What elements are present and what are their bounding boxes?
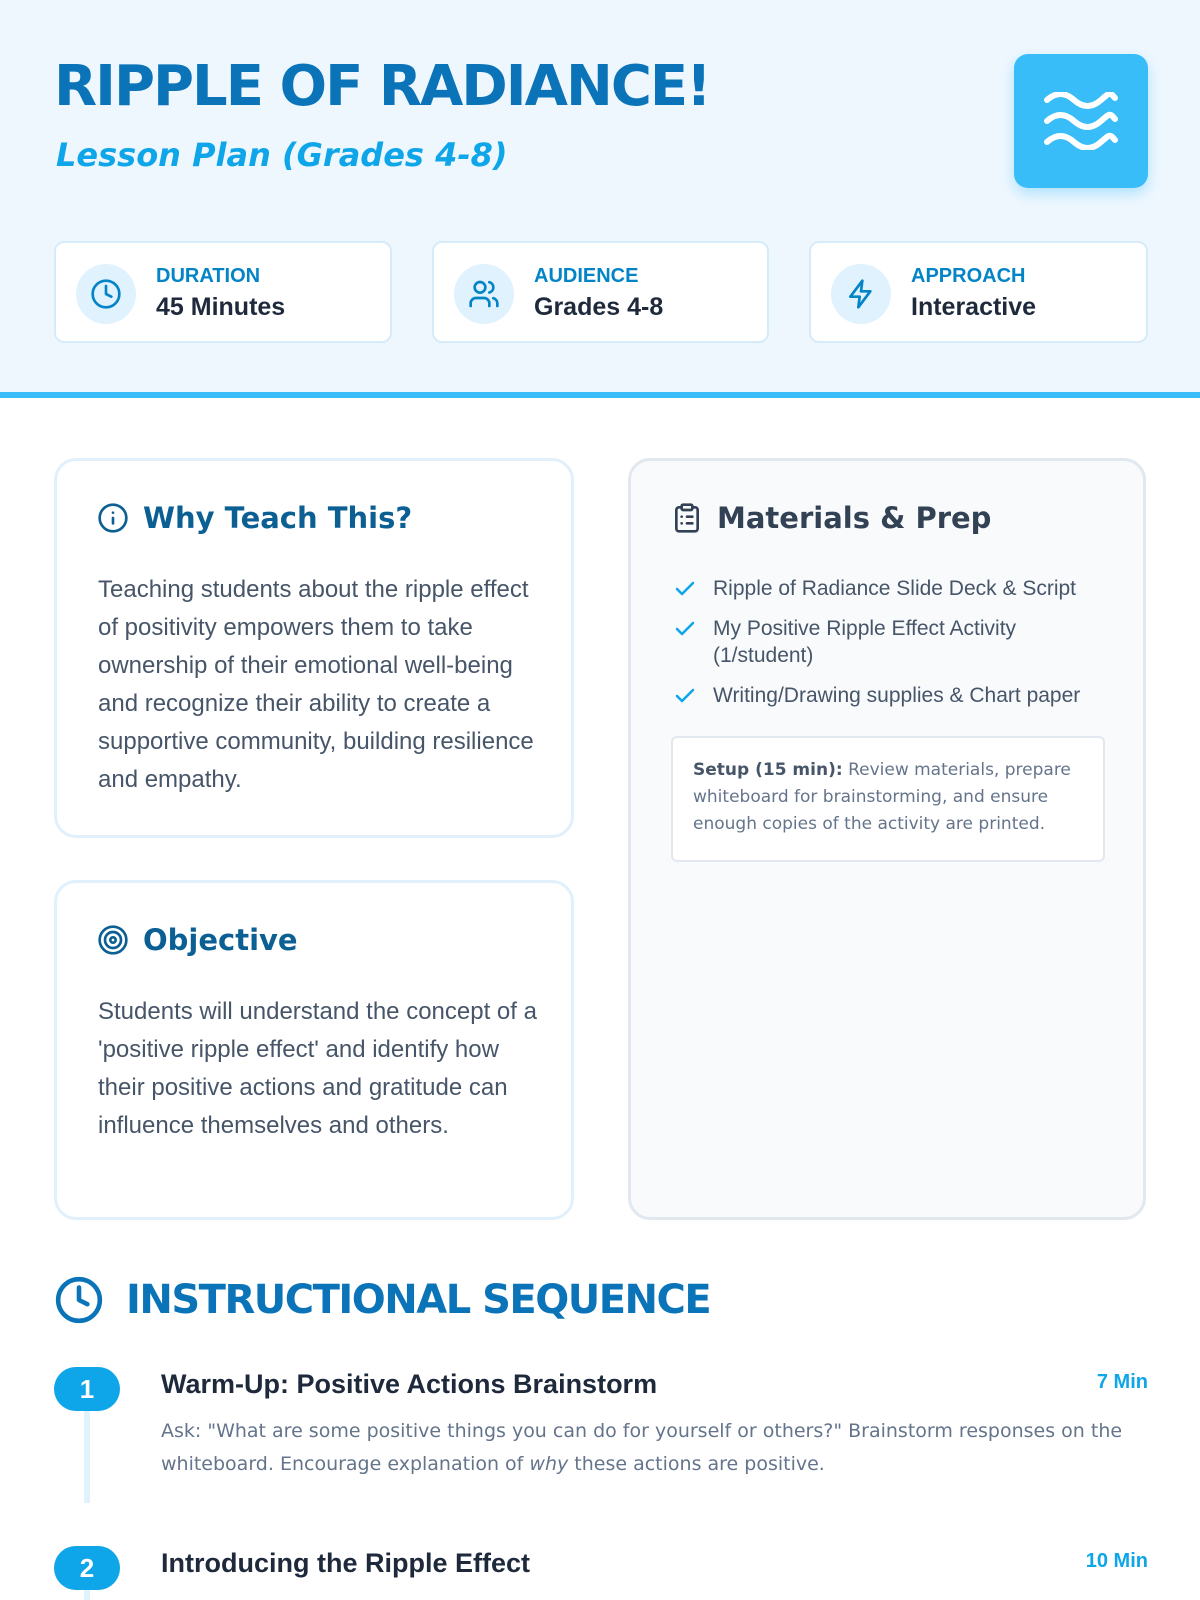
- objective-card: [54, 880, 574, 1220]
- why-teach-heading: [97, 501, 412, 535]
- setup-label: Setup (15 min):: [693, 760, 843, 780]
- materials-card: [628, 458, 1146, 1220]
- objective-title: Objective: [143, 923, 298, 957]
- step-duration: 7 Min: [1096, 1371, 1148, 1393]
- stat-value: 45 Minutes: [156, 293, 286, 321]
- clock-icon: [76, 264, 136, 324]
- waves-icon: [1043, 92, 1119, 150]
- sequence-step: [54, 1546, 1148, 1600]
- page-subtitle: Lesson Plan (Grades 4-8): [56, 136, 508, 174]
- info-icon: [97, 502, 129, 534]
- check-icon: [673, 684, 697, 708]
- stat-card-audience: [432, 241, 769, 343]
- stat-label: AUDIENCE: [534, 265, 639, 287]
- page-header: [0, 0, 1200, 398]
- step-title: Warm-Up: Positive Actions Brainstorm: [161, 1369, 658, 1399]
- materials-heading: [671, 501, 991, 535]
- target-icon: [97, 924, 129, 956]
- material-label: My Positive Ripple Effect Activity (1/student): [713, 617, 1017, 667]
- timeline-connector: [84, 1590, 90, 1600]
- material-label: Ripple of Radiance Slide Deck & Script: [713, 577, 1077, 600]
- clipboard-icon: [671, 502, 703, 534]
- stat-label: APPROACH: [911, 265, 1026, 287]
- page-title: RIPPLE OF RADIANCE!: [54, 54, 710, 119]
- objective-text: Students will understand the concept of a 'positive ripple effect' and identify how their positive actions and gratitude can influence themselves and others.: [98, 998, 537, 1139]
- sequence-step: [54, 1367, 1148, 1507]
- clock-icon: [54, 1275, 104, 1325]
- step-title: Introducing the Ripple Effect: [161, 1548, 530, 1578]
- step-duration: 10 Min: [1085, 1550, 1148, 1572]
- sequence-title: INSTRUCTIONAL SEQUENCE: [126, 1277, 711, 1323]
- why-teach-text: Teaching students about the ripple effect of positivity empowers them to take ownership of their emotional well-being and recognize their ability to create a supportive community, building resilience and empathy.: [98, 576, 534, 793]
- list-item: [673, 615, 1113, 669]
- users-icon: [454, 264, 514, 324]
- sequence-heading: [54, 1275, 710, 1325]
- step-description: Ask: "What are some positive things you can do for yourself or others?" Brainstorm responses on the whiteboard. Encourage explanation of why these actions are positive.: [161, 1420, 1123, 1475]
- materials-list: [673, 575, 1113, 722]
- lightning-icon: [831, 264, 891, 324]
- stat-label: DURATION: [156, 265, 261, 287]
- list-item: [673, 682, 1113, 709]
- check-icon: [673, 577, 697, 601]
- stat-value: Grades 4-8: [534, 293, 664, 321]
- step-number-badge: 2: [54, 1546, 120, 1590]
- materials-title: Materials & Prep: [717, 501, 992, 535]
- list-item: [673, 575, 1113, 602]
- material-label: Writing/Drawing supplies & Chart paper: [713, 684, 1081, 707]
- timeline-connector: [84, 1411, 90, 1503]
- why-teach-card: [54, 458, 574, 838]
- stat-value: Interactive: [911, 293, 1037, 321]
- logo-tile: [1014, 54, 1148, 188]
- stat-card-duration: [54, 241, 392, 343]
- objective-heading: [97, 923, 298, 957]
- step-number-badge: 1: [54, 1367, 120, 1411]
- check-icon: [673, 617, 697, 641]
- setup-text: Review materials, prepare whiteboard for brainstorming, and ensure enough copies of the activity are printed.: [693, 760, 1071, 834]
- stat-card-approach: [809, 241, 1148, 343]
- why-teach-title: Why Teach This?: [143, 501, 413, 535]
- setup-note: [671, 736, 1105, 862]
